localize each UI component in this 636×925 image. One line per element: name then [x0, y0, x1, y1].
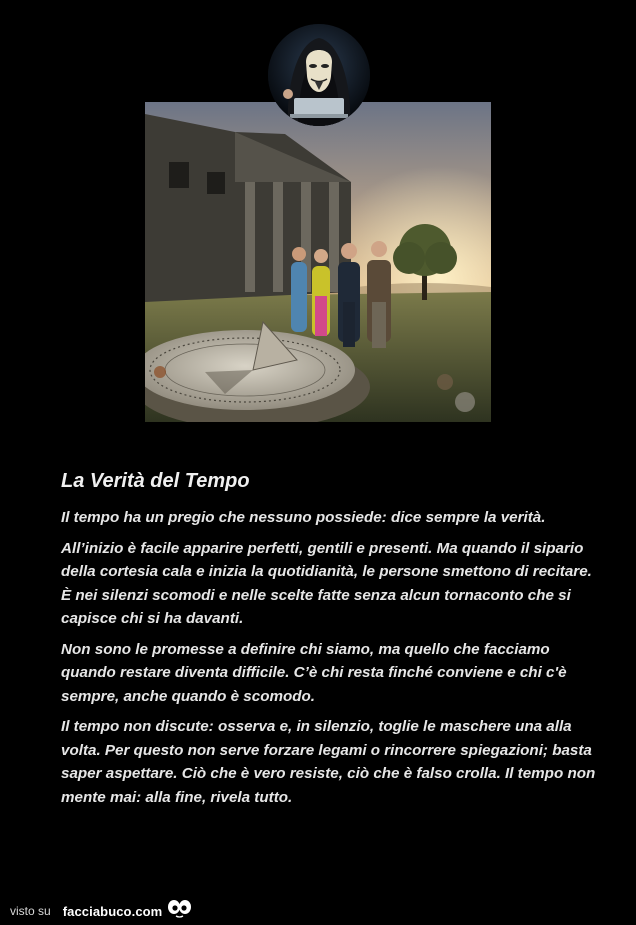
post-paragraph: Il tempo non discute: osserva e, in silenzio, toglie le maschere una alla volta. Per questo non serve forzare legami o rincorrere spiegazioni; basta saper aspettare. Ciò che è vero resiste, ciò che è falso crolla. Il tempo non mente mai: alla fine, rivela tutto. — [61, 718, 596, 806]
post-body — [61, 470, 601, 816]
site-name[interactable]: facciabuco.com — [62, 903, 163, 919]
googly-eyes-icon — [167, 899, 193, 924]
post-paragraph: All’inizio è facile apparire perfetti, gentili e presenti. Ma quando il sipario della cortesia cala e inizia la quotidianità, le persone smettono di recitare. È nei silenzi scomodi e nelle scelte fatte senza alcun tornaconto che si capisce chi si ha davanti. — [61, 539, 592, 627]
watermark-footer — [10, 899, 193, 923]
hooded-figure-icon — [268, 24, 370, 126]
post-paragraph: Il tempo ha un pregio che nessuno possiede: dice sempre la verità. — [61, 509, 546, 526]
author-avatar — [268, 24, 370, 126]
post-paragraph: Non sono le promesse a definire chi siamo, ma quello che facciamo quando restare diventa difficile. C’è chi resta finché conviene e chi c'è sempre, anche quando è scomodo. — [61, 640, 567, 705]
visto-su-label: visto su — [10, 904, 51, 918]
post-title: La Verità del Tempo — [61, 470, 250, 492]
sundial-ruins-illustration — [145, 102, 491, 422]
